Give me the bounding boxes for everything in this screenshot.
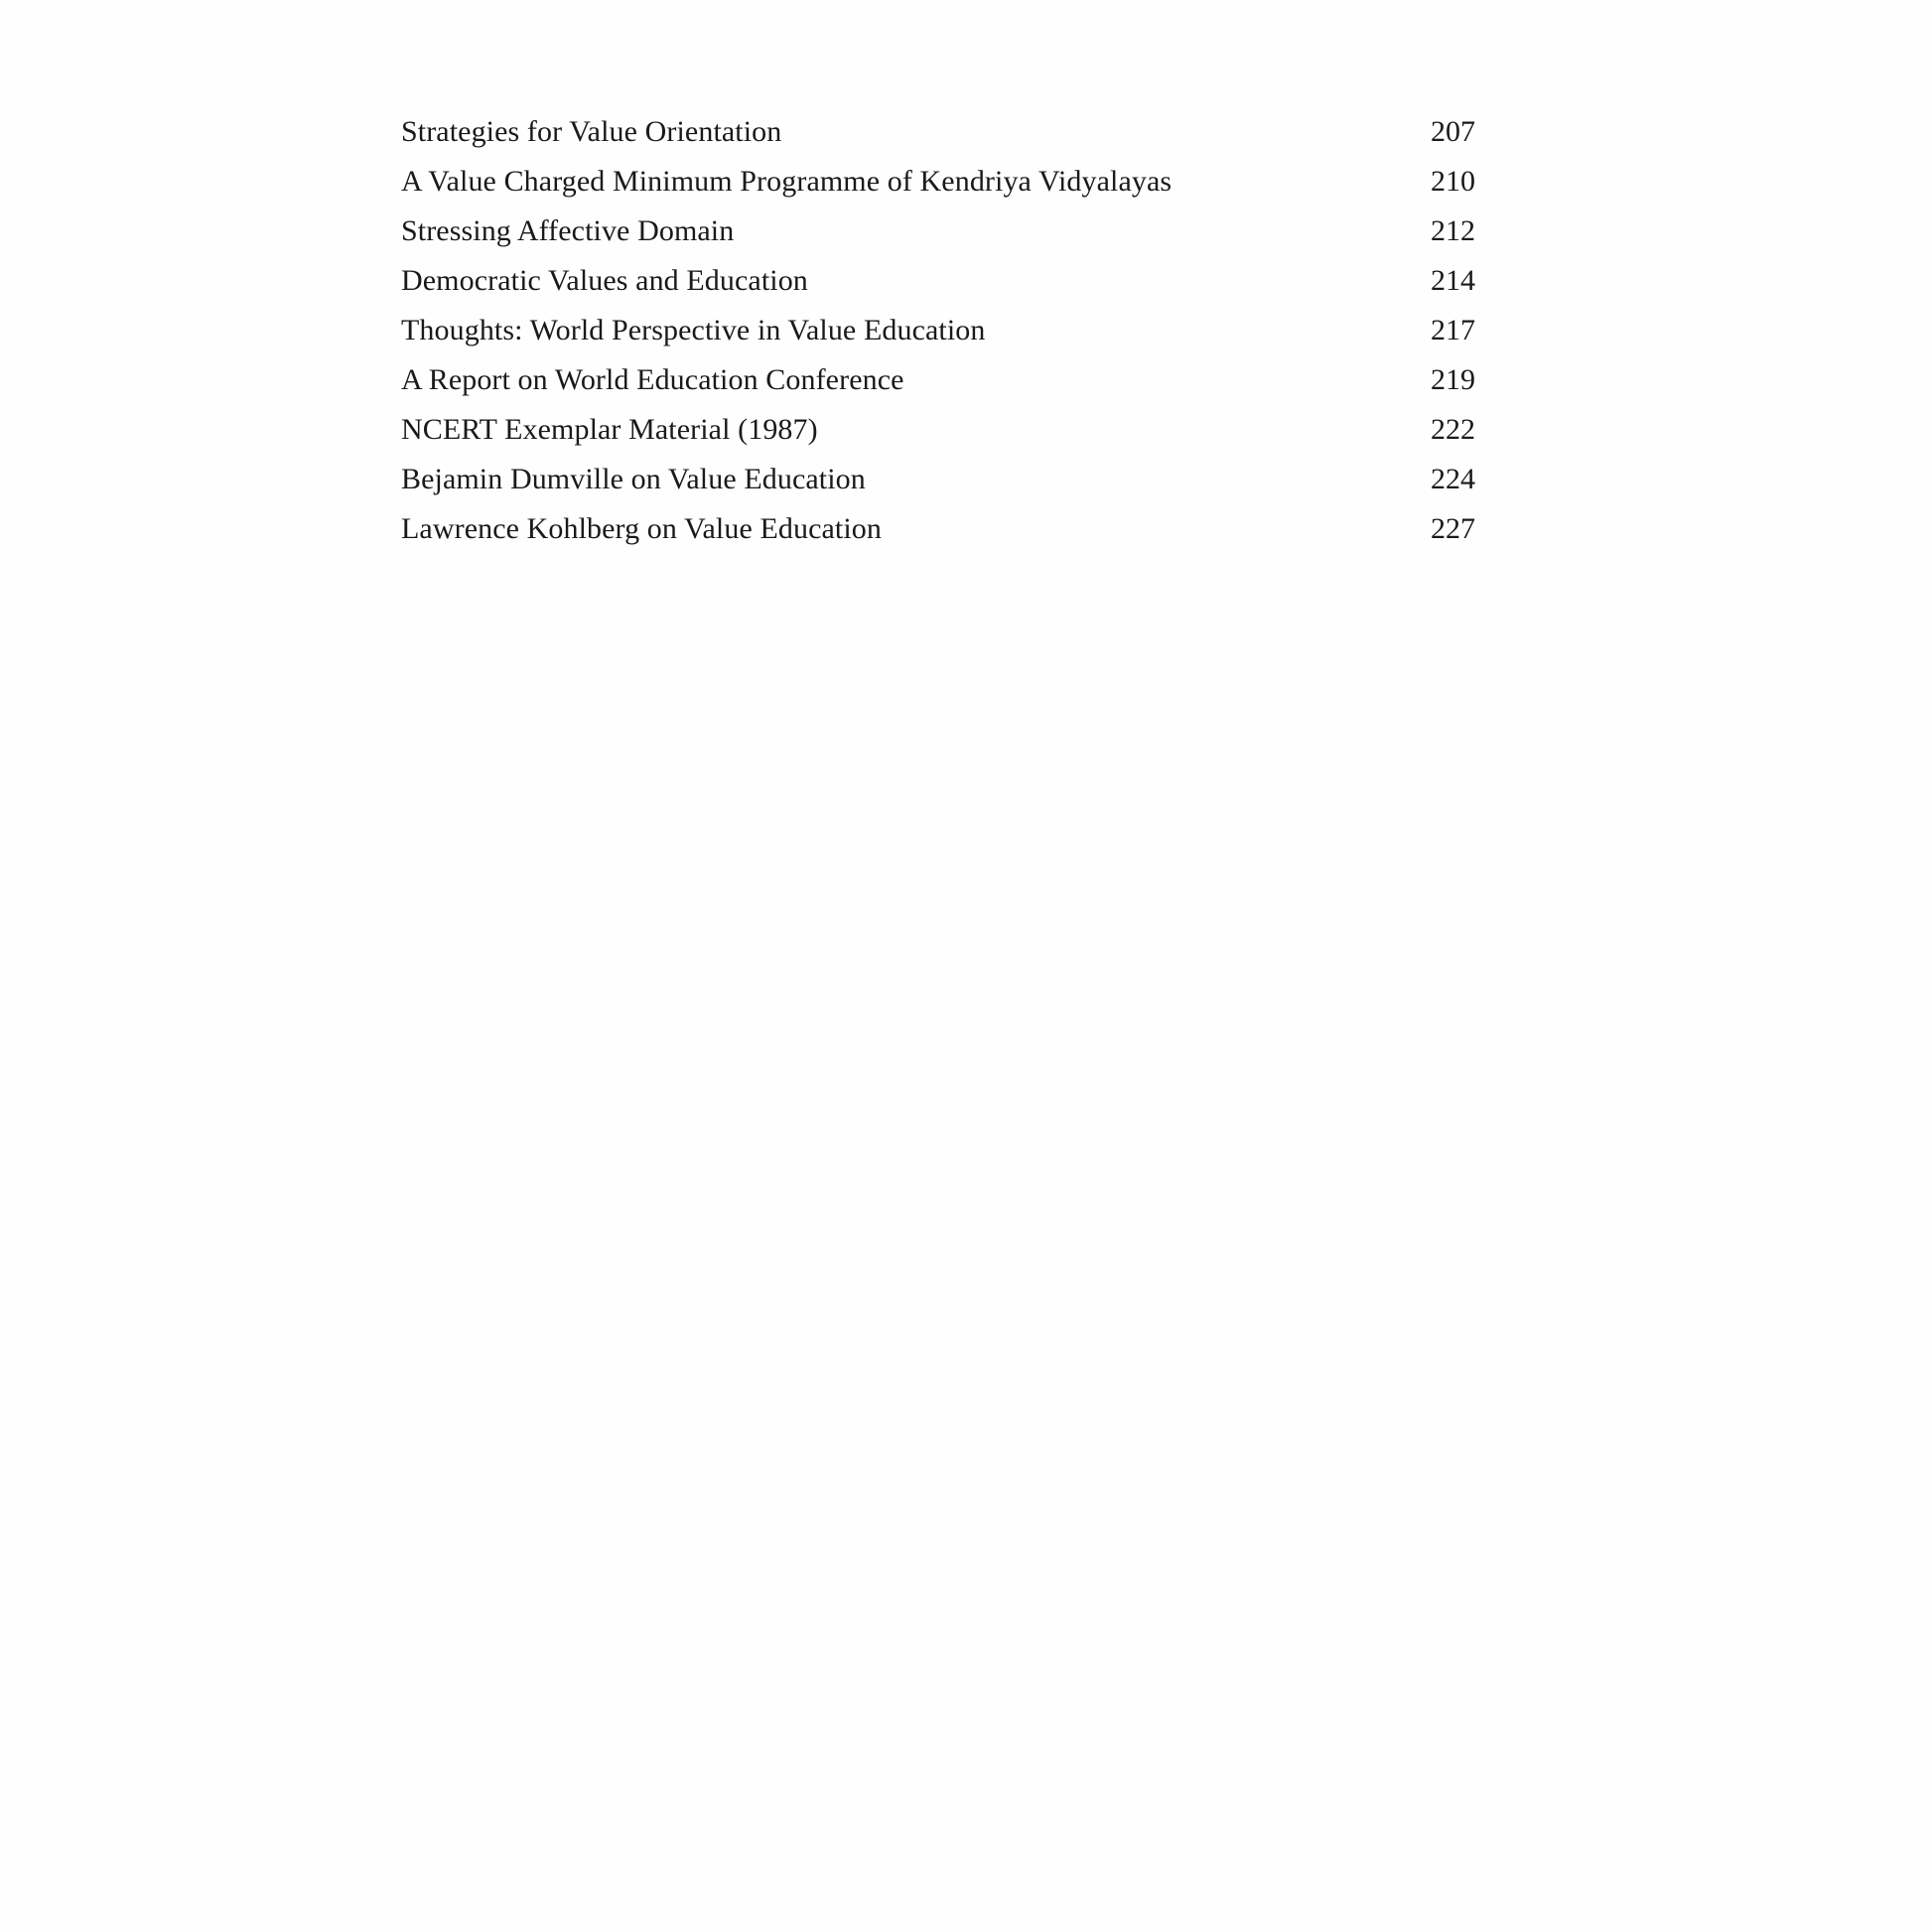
- toc-entry-page: 224: [1431, 463, 1475, 495]
- toc-entry[interactable]: [401, 355, 1483, 405]
- toc-entry-title: Bejamin Dumville on Value Education: [401, 463, 866, 495]
- toc-entry[interactable]: [401, 157, 1483, 207]
- toc-entry-title: A Report on World Education Conference: [401, 363, 904, 396]
- toc-entry[interactable]: [401, 207, 1483, 256]
- toc-entry-page: 219: [1431, 363, 1475, 396]
- toc-entry-page: 212: [1431, 214, 1475, 247]
- toc-entry[interactable]: [401, 455, 1483, 504]
- toc-entry-page: 222: [1431, 413, 1475, 446]
- toc-entry-page: 214: [1431, 264, 1475, 297]
- toc-entry-title: Strategies for Value Orientation: [401, 115, 782, 148]
- toc-entry[interactable]: [401, 405, 1483, 455]
- toc-entry-title: Lawrence Kohlberg on Value Education: [401, 512, 882, 545]
- toc-entry[interactable]: [401, 306, 1483, 355]
- toc-entry-page: 217: [1431, 314, 1475, 346]
- toc-entry-page: 210: [1431, 165, 1475, 198]
- toc-entry-page: 227: [1431, 512, 1475, 545]
- toc-entry-page: 207: [1431, 115, 1475, 148]
- toc-entry[interactable]: [401, 504, 1483, 554]
- toc-entry-title: Thoughts: World Perspective in Value Education: [401, 314, 986, 346]
- toc-entry-title: NCERT Exemplar Material (1987): [401, 413, 818, 446]
- toc-entry[interactable]: [401, 256, 1483, 306]
- toc-entry-title: Stressing Affective Domain: [401, 214, 735, 247]
- table-of-contents: [401, 107, 1483, 554]
- toc-entry-title: A Value Charged Minimum Programme of Kendriya Vidyalayas: [401, 165, 1173, 198]
- toc-entry-title: Democratic Values and Education: [401, 264, 808, 297]
- toc-entry[interactable]: [401, 107, 1483, 157]
